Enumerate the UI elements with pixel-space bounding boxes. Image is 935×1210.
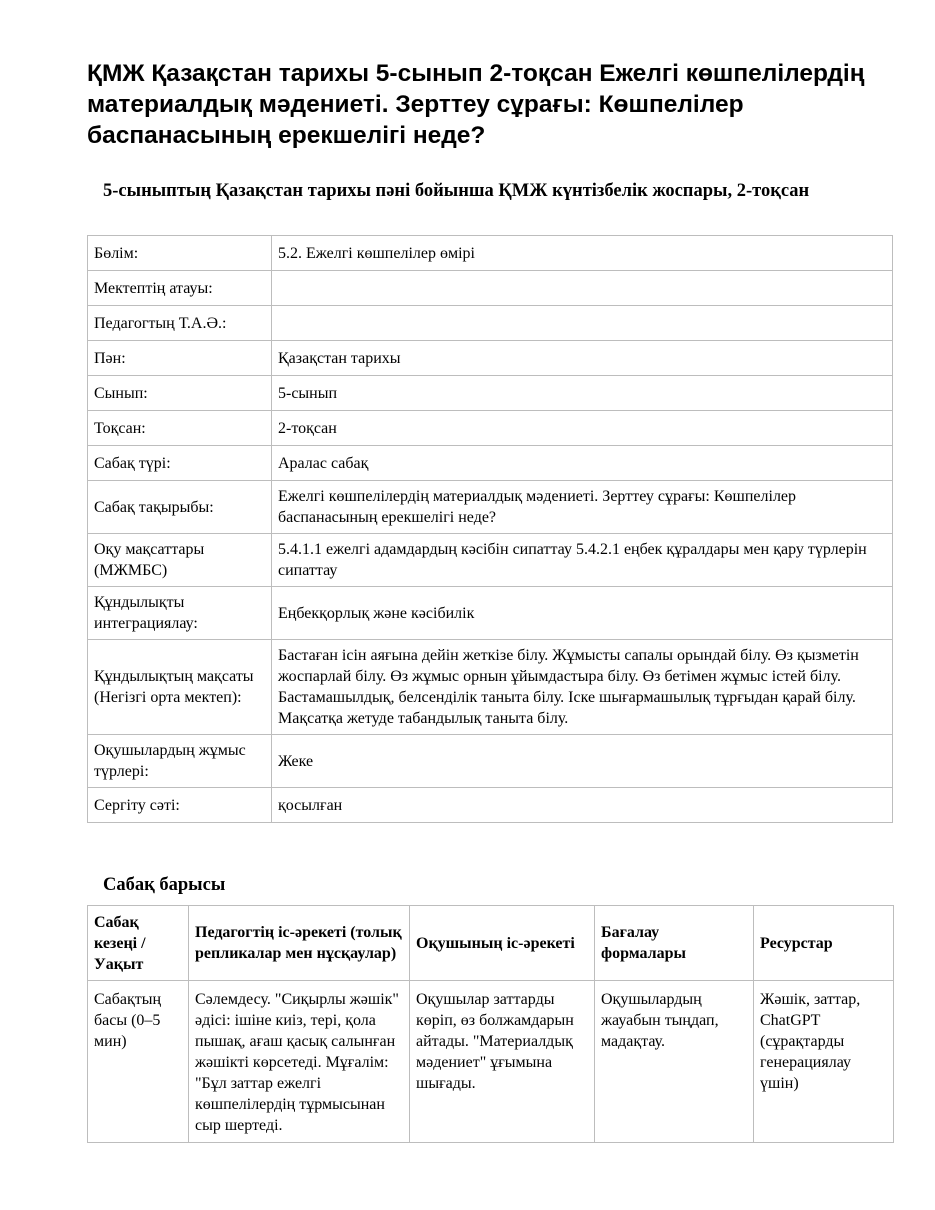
table-row bbox=[88, 446, 893, 481]
page-title: ҚМЖ Қазақстан тарихы 5-сынып 2-тоқсан Ежелгі көшпелілердің материалдық мәдениеті. Зерттеу сұрағы: Көшпелілер баспанасының ерекшелігі неде? bbox=[87, 60, 865, 149]
row-label: Пән: bbox=[88, 341, 272, 376]
lesson-progress-heading: Сабақ барысы bbox=[103, 875, 226, 895]
row-label: Құндылықтың мақсаты (Негізгі орта мектеп): bbox=[88, 640, 272, 735]
row-value: Қазақстан тарихы bbox=[272, 341, 893, 376]
row-value: 5.4.1.1 ежелгі адамдардың кәсібін сипаттау 5.4.2.1 еңбек құралдары мен қару түрлерін сипаттау bbox=[272, 534, 893, 587]
row-value: Ежелгі көшпелілердің материалдық мәдениеті. Зерттеу сұрағы: Көшпелілер баспанасының ерекшелігі неде? bbox=[272, 481, 893, 534]
row-value: 5.2. Ежелгі көшпелілер өмірі bbox=[272, 236, 893, 271]
row-label: Сергіту сәті: bbox=[88, 788, 272, 823]
table-row bbox=[88, 534, 893, 587]
column-header-assessment: Бағалау формалары bbox=[595, 906, 754, 981]
table-row bbox=[88, 376, 893, 411]
table-row bbox=[88, 481, 893, 534]
table-row bbox=[88, 735, 893, 788]
row-label: Сынып: bbox=[88, 376, 272, 411]
row-value: Жеке bbox=[272, 735, 893, 788]
table-row bbox=[88, 236, 893, 271]
table-header-row bbox=[88, 906, 894, 981]
row-value: Бастаған ісін аяғына дейін жеткізе білу. Жұмысты сапалы орындай білу. Өз қызметін жоспарлай білу. Өз жұмыс орнын ұйымдастыра білу. Өз бетімен жұмыс істей білу. Бастамашылдық, белсенділік таныта білу. Іске шығармашылық тұрғыдан қарай білу. Мақсатқа жетуде табандылық таныта білу. bbox=[272, 640, 893, 735]
table-row bbox=[88, 411, 893, 446]
row-label: Мектептің атауы: bbox=[88, 271, 272, 306]
cell-stage: Сабақтың басы (0–5 мин) bbox=[88, 981, 189, 1143]
row-value bbox=[272, 271, 893, 306]
row-value: Еңбекқорлық және кәсібилік bbox=[272, 587, 893, 640]
table-row bbox=[88, 981, 894, 1143]
table-row bbox=[88, 587, 893, 640]
table-row bbox=[88, 640, 893, 735]
table-row bbox=[88, 271, 893, 306]
column-header-stage: Сабақ кезеңі / Уақыт bbox=[88, 906, 189, 981]
column-header-teacher-action: Педагогтің іс-әрекеті (толық репликалар мен нұсқаулар) bbox=[189, 906, 410, 981]
cell-student-action: Оқушылар заттарды көріп, өз болжамдарын айтады. "Материалдық мәдениет" ұғымына шығады. bbox=[410, 981, 595, 1143]
plan-heading: 5-сыныптың Қазақстан тарихы пәні бойынша ҚМЖ күнтізбелік жоспары, 2-тоқсан bbox=[103, 181, 810, 201]
row-value bbox=[272, 306, 893, 341]
cell-teacher-action: Сәлемдесу. "Сиқырлы жәшік" әдісі: ішіне киіз, тері, қола пышақ, ағаш қасық салынған жәшікті көрсетеді. Мұғалім: "Бұл заттар ежелгі көшпелілердің тұрмысынан сыр шертеді. bbox=[189, 981, 410, 1143]
lesson-progress-table bbox=[87, 905, 894, 1143]
row-label: Сабақ түрі: bbox=[88, 446, 272, 481]
row-label: Сабақ тақырыбы: bbox=[88, 481, 272, 534]
row-value: 5-сынып bbox=[272, 376, 893, 411]
table-row bbox=[88, 341, 893, 376]
table-row bbox=[88, 788, 893, 823]
column-header-resources: Ресурстар bbox=[754, 906, 894, 981]
cell-resources: Жәшік, заттар, ChatGPT (сұрақтарды генерациялау үшін) bbox=[754, 981, 894, 1143]
column-header-student-action: Оқушының іс-әрекеті bbox=[410, 906, 595, 981]
row-label: Оқушылардың жұмыс түрлері: bbox=[88, 735, 272, 788]
row-label: Педагогтың Т.А.Ә.: bbox=[88, 306, 272, 341]
cell-assessment: Оқушылардың жауабын тыңдап, мадақтау. bbox=[595, 981, 754, 1143]
lesson-info-table bbox=[87, 235, 893, 823]
row-label: Тоқсан: bbox=[88, 411, 272, 446]
row-value: Аралас сабақ bbox=[272, 446, 893, 481]
row-value: қосылған bbox=[272, 788, 893, 823]
row-value: 2-тоқсан bbox=[272, 411, 893, 446]
row-label: Құндылықты интеграциялау: bbox=[88, 587, 272, 640]
table-row bbox=[88, 306, 893, 341]
row-label: Оқу мақсаттары (МЖМБС) bbox=[88, 534, 272, 587]
row-label: Бөлім: bbox=[88, 236, 272, 271]
